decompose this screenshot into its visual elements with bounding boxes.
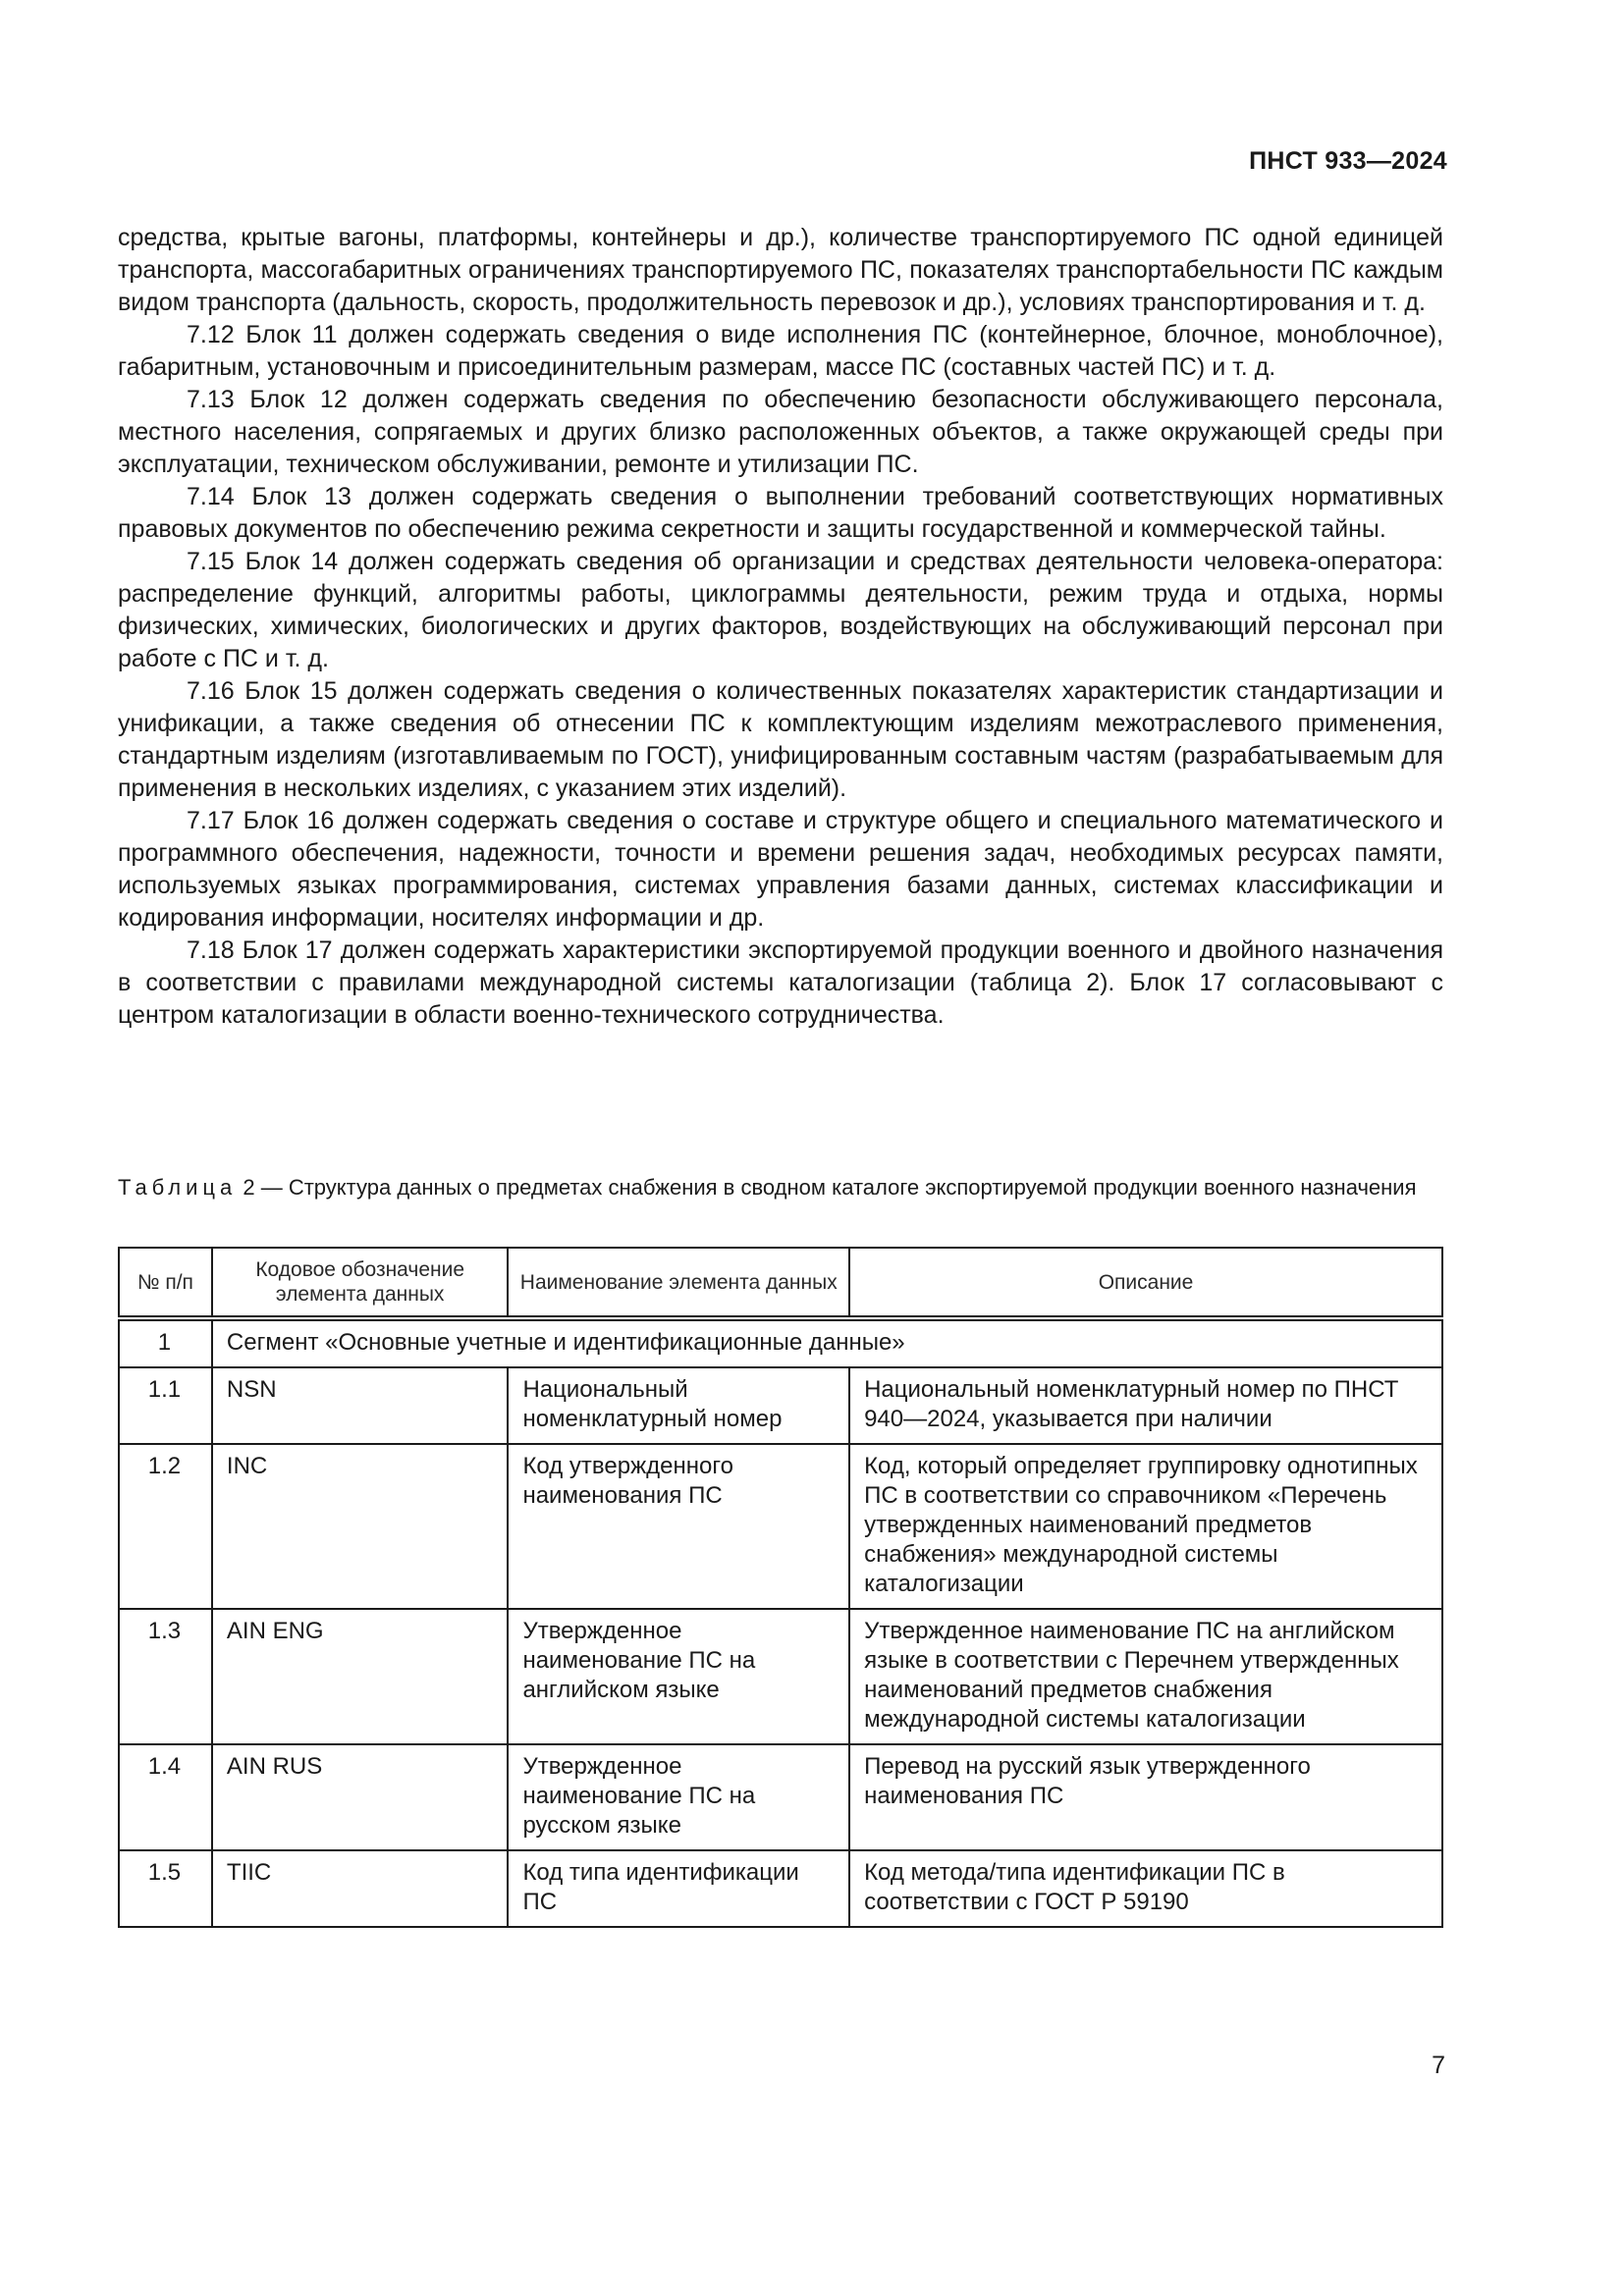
table-caption — [118, 1174, 1443, 1201]
paragraph-7-18: 7.18 Блок 17 должен содержать характеристики экспортируемой продукции военного и двойного назначения в соответствии с правилами международной системы каталогизации (таблица 2). Блок 17 согласовывают с центром каталогизации в области военно-технического сотрудничества. — [118, 936, 1443, 1029]
row-code: NSN — [212, 1367, 509, 1444]
page-number: 7 — [1432, 2052, 1445, 2079]
header-description: Описание — [849, 1248, 1442, 1318]
row-name: Код типа идентификации ПС — [508, 1850, 849, 1927]
row-name: Национальный номенклатурный номер — [508, 1367, 849, 1444]
paragraph-7-14: 7.14 Блок 13 должен содержать сведения о выполнении требований соответствующих нормативных правовых документов по обеспечению режима секретности и защиты государственной и коммерческой тайны. — [118, 483, 1443, 543]
segment-number: 1 — [119, 1318, 212, 1367]
table-row — [119, 1367, 1442, 1444]
body-text — [118, 222, 1443, 1032]
paragraph-7-16: 7.16 Блок 15 должен содержать сведения о количественных показателях характеристик стандартизации и унификации, а также сведения об отнесении ПС к комплектующим изделиям межотраслевого применения, стандартным изделиям (изготавливаемым по ГОСТ), унифицированным составным частям (разрабатываемым для применения в нескольких изделиях, с указанием этих изделий). — [118, 677, 1443, 802]
row-code: AIN RUS — [212, 1744, 509, 1850]
paragraph-7-13: 7.13 Блок 12 должен содержать сведения по обеспечению безопасности обслуживающего персонала, местного населения, сопрягаемых и других близко расположенных объектов, а также окружающей среды при эксплуатации, техническом обслуживании, ремонте и утилизации ПС. — [118, 386, 1443, 478]
row-description: Код метода/типа идентификации ПС в соответствии с ГОСТ Р 59190 — [849, 1850, 1442, 1927]
row-number: 1.3 — [119, 1609, 212, 1744]
table-segment-row — [119, 1318, 1442, 1367]
row-name: Код утвержденного наименования ПС — [508, 1444, 849, 1609]
table-row — [119, 1744, 1442, 1850]
row-code: TIIC — [212, 1850, 509, 1927]
table-header-row — [119, 1248, 1442, 1318]
table-caption-label: Таблица — [118, 1175, 238, 1200]
paragraph-7-17: 7.17 Блок 16 должен содержать сведения о составе и структуре общего и специального математического и программного обеспечения, надежности, точности и времени решения задач, необходимых ресурсах памяти, используемых языках программирования, системах управления базами данных, системах классификации и кодирования информации, носителях информации и др. — [118, 807, 1443, 932]
row-number: 1.5 — [119, 1850, 212, 1927]
row-name: Утвержденное наименование ПС на английском языке — [508, 1609, 849, 1744]
row-code: AIN ENG — [212, 1609, 509, 1744]
row-name: Утвержденное наименование ПС на русском языке — [508, 1744, 849, 1850]
table-row — [119, 1850, 1442, 1927]
paragraph-7-12: 7.12 Блок 11 должен содержать сведения о виде исполнения ПС (контейнерное, блочное, моноблочное), габаритным, установочным и присоединительным размерам, массе ПС (составных частей ПС) и т. д. — [118, 321, 1443, 381]
row-description: Национальный номенклатурный номер по ПНСТ 940—2024, указывается при наличии — [849, 1367, 1442, 1444]
row-code: INC — [212, 1444, 509, 1609]
row-number: 1.4 — [119, 1744, 212, 1850]
header-code: Кодовое обозначение элемента данных — [212, 1248, 509, 1318]
header-number: № п/п — [119, 1248, 212, 1318]
header-name: Наименование элемента данных — [508, 1248, 849, 1318]
paragraph-7-15: 7.15 Блок 14 должен содержать сведения об организации и средствах деятельности человека-оператора: распределение функций, алгоритмы работы, циклограммы деятельности, режим труда и отдыха, нормы физических, химических, биологических и других факторов, воздействующих на обслуживающий персонал при работе с ПС и т. д. — [118, 548, 1443, 672]
table-caption-text: 2 — Структура данных о предметах снабжения в сводном каталоге экспортируемой продукции военного назначения — [237, 1175, 1417, 1200]
row-description: Утвержденное наименование ПС на английском языке в соответствии с Перечнем утвержденных наименований предметов снабжения международной системы каталогизации — [849, 1609, 1442, 1744]
data-structure-table — [118, 1247, 1443, 1928]
table-row — [119, 1444, 1442, 1609]
row-number: 1.1 — [119, 1367, 212, 1444]
row-description: Перевод на русский язык утвержденного наименования ПС — [849, 1744, 1442, 1850]
document-code-header: ПНСТ 933—2024 — [1249, 147, 1447, 175]
table-row — [119, 1609, 1442, 1744]
row-description: Код, который определяет группировку однотипных ПС в соответствии со справочником «Перечень утвержденных наименований предметов снабжения» международной системы каталогизации — [849, 1444, 1442, 1609]
row-number: 1.2 — [119, 1444, 212, 1609]
paragraph-continuation: средства, крытые вагоны, платформы, контейнеры и др.), количестве транспортируемого ПС одной единицей транспорта, массогабаритных ограничениях транспортируемого ПС, показателях транспортабельности ПС каждым видом транспорта (дальность, скорость, продолжительность перевозок и др.), условиях транспортирования и т. д. — [118, 224, 1443, 316]
segment-title: Сегмент «Основные учетные и идентификационные данные» — [212, 1318, 1442, 1367]
